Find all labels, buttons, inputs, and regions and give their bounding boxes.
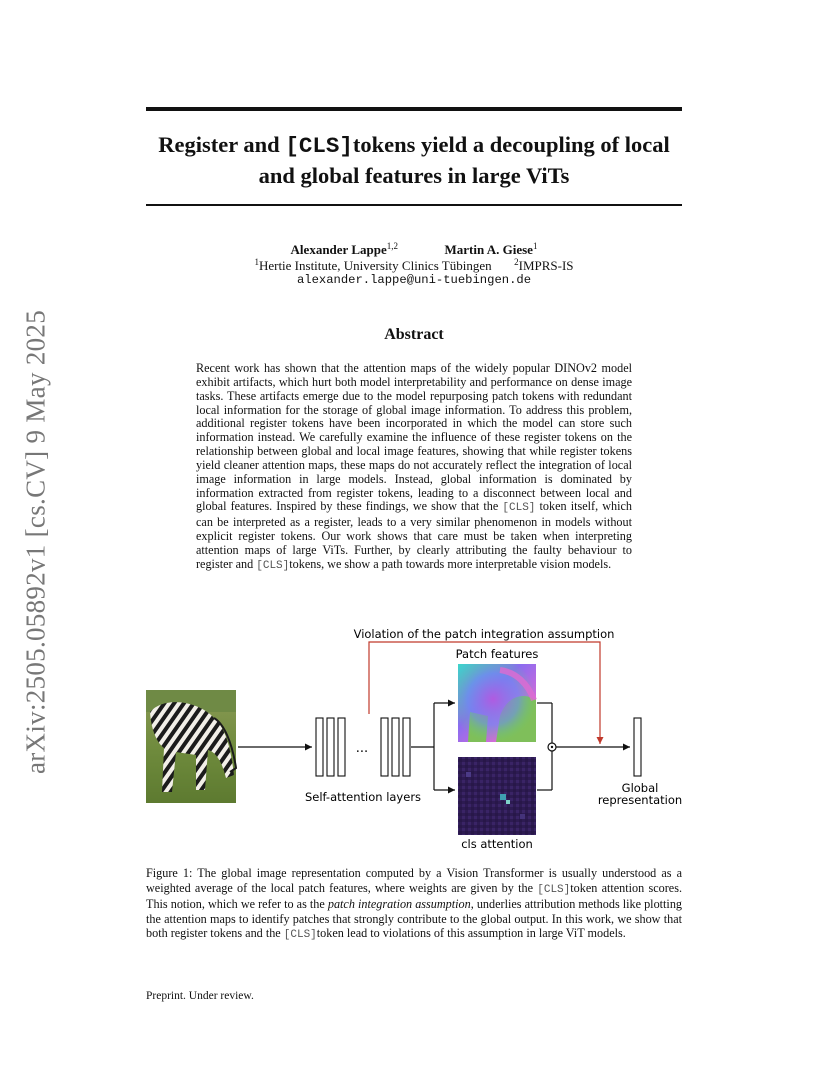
zebra-image — [146, 690, 236, 803]
cls-attention-map — [458, 757, 536, 835]
author-email[interactable]: alexander.lappe@uni-tuebingen.de — [296, 273, 532, 287]
title-part1: Register and — [158, 132, 280, 157]
label-violation: Violation of the patch integration assumption — [353, 627, 615, 641]
caption-text-3: , underlies attribution methods like plotting the attention maps to identify patches that strongly contribute to the global output. In this work, we show that both register tokens and the — [146, 897, 683, 940]
label-cls-attention: cls attention — [461, 837, 533, 851]
author-affil-2: 1 — [532, 241, 538, 251]
self-attention-layers-left — [316, 718, 345, 776]
author-affil-1: 1,2 — [386, 241, 398, 251]
caption-code-2: [CLS] — [283, 929, 317, 941]
caption-text-1: Figure 1: The global image representation computed by a Vision Transformer is usually understood as a weighted average of the local patch features, where weights are given by the — [146, 866, 682, 895]
label-global-line1: Global — [621, 781, 659, 795]
abstract-text-3: tokens, we show a path towards more interpretable vision models. — [289, 556, 612, 571]
abstract-code-1: [CLS] — [502, 502, 536, 515]
preprint-footer: Preprint. Under review. — [146, 990, 254, 1002]
layers-ellipsis: ... — [355, 741, 369, 756]
abstract-code-2: [CLS] — [256, 559, 290, 572]
patch-features-map — [458, 664, 536, 742]
figure-caption — [146, 866, 682, 943]
caption-text-2: token attention scores. This notion, which we refer to as the — [146, 880, 682, 911]
self-attention-layers-right — [381, 718, 410, 776]
label-self-attention: Self-attention layers — [304, 790, 422, 804]
affil-num-1: 1 — [254, 256, 259, 267]
arxiv-sidebar-id[interactable]: arXiv:2505.05892v1 [cs.CV] 9 May 2025 — [20, 309, 51, 775]
caption-italic: patch integration assumption — [327, 897, 471, 911]
caption-text-4: token lead to violations of this assumption in large ViT models. — [316, 926, 626, 940]
affil-num-2: 2 — [514, 256, 519, 267]
global-representation-vector — [634, 718, 641, 776]
label-global-line2: representation — [597, 793, 683, 807]
abstract-text-2: token itself, which can be interpreted as a register, leads to a very similar phenomenon in models without explicit register tokens. Our work shows that care must be taken when interpreting attention maps of large ViTs. Further, by clearly attributing the faulty behaviour to register and — [196, 499, 632, 571]
title-code: [CLS] — [285, 133, 353, 159]
title-line2: and global features in large ViTs — [258, 163, 570, 188]
affil-text-2: IMPRS-IS — [518, 257, 574, 273]
abstract-text-1: Recent work has shown that the attention maps of the widely popular DINOv2 model exhibit artifacts, which hurt both model interpretability and performance on dense image tasks. These artifacts emerge due to the model repurposing patch tokens with redundant local information for the storage of global image information. To address this problem, additional register tokens have been incorporated in which the model can store such information instead. We carefully examine the influence of these register tokens on the relationship between global and local image features, showing that while register tokens yield cleaner attention maps, these maps do not accurately reflect the integration of local image information in large models. Instead, global information is dominated by information extracted from register tokens, leading to a disconnect between local and global features. Inspired by these findings, we show that the — [196, 361, 632, 514]
author-name-2: Martin A. Giese — [444, 242, 533, 257]
title-part2: tokens yield a decoupling of local — [352, 132, 670, 157]
label-patch-features: Patch features — [455, 647, 539, 661]
affil-text-1: Hertie Institute, University Clinics Tübingen — [258, 257, 492, 273]
abstract-heading: Abstract — [384, 326, 444, 343]
caption-code-1: [CLS] — [537, 883, 571, 896]
author-name-1: Alexander Lappe — [290, 242, 387, 257]
